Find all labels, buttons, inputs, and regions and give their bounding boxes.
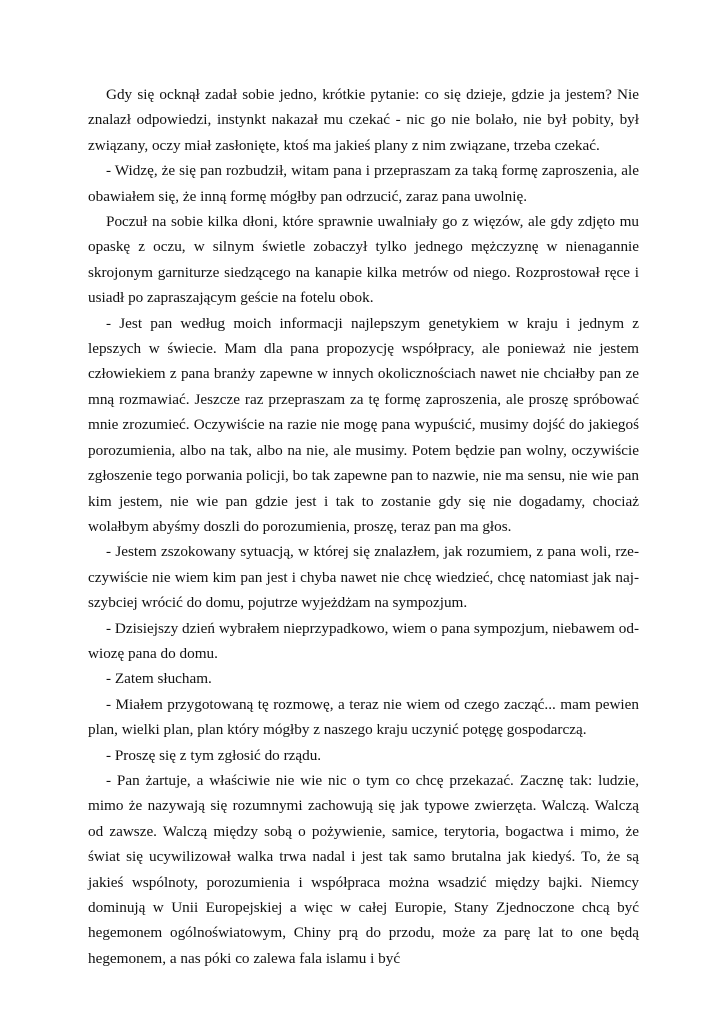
paragraph: - Jest pan według moich informacji najlepszym genetykiem w kraju i jednym z lepszych w świecie. Mam dla pana propozycję współpracy, ale ponieważ nie jestem człowiekiem z pana branży zapewne w innych okolicznościach nawet nie chciałby pan ze mną rozmawiać. Jeszcze raz przepraszam za tę formę zaproszenia, ale proszę spróbować mnie zrozumieć. Oczywiście na razie nie mogę pana wypuścić, musimy dojść do jakiegoś porozumienia, albo na tak, albo na nie, ale musimy. Potem będzie pan wolny, oczywiście zgłoszenie tego porwania policji, bo tak zapewne pan to nazwie, nie ma sensu, nie wie pan kim jestem, nie wie pan gdzie jest i tak to zostanie gdy się nie dogadamy, chociaż wolałbym abyśmy doszli do porozumienia, proszę, teraz pan ma głos. [88, 314, 639, 535]
document-page [88, 82, 639, 971]
paragraph: - Jestem zszokowany sytuacją, w której się znalazłem, jak rozumiem, z pana woli, rzeczywiście nie wiem kim pan jest i chyba nawet nie chcę wiedzieć, chcę natomiast jak najszybciej wrócić do domu, pojutrze wyjeżdżam na sympozjum. [88, 543, 639, 612]
paragraph: - Zatem słucham. [106, 670, 212, 688]
paragraph: - Proszę się z tym zgłosić do rządu. [106, 746, 322, 764]
paragraph: - Pan żartuje, a właściwie nie wie nic o tym co chcę przekazać. Zacznę tak: ludzie, mimo że nazywają się rozumnymi zachowują się jak typowe zwierzęta. Walczą. Walczą od zawsze. Walczą między sobą o pożywienie, samice, terytoria, bogactwa i mimo, że świat się ucywilizował walka trwa nadal i jest tak samo brutalna jak kiedyś. To, że są jakieś wspólnoty, porozumienia i współpraca można wsadzić między bajki. Niemcy dominują w Unii Europejskiej a więc w całej Europie, Stany Zjednoczone chcą być hegemonem ogólnoświatowym, Chiny prą do przodu, może za parę lat to one będą hegemonem, a nas póki co zalewa fala islamu i być [88, 771, 639, 967]
paragraph: - Miałem przygotowaną tę rozmowę, a teraz nie wiem od czego zacząć... mam pewien plan, wielki plan, plan który mógłby z naszego kraju uczynić potęgę gospodarczą. [88, 695, 639, 739]
paragraph: - Widzę, że się pan rozbudził, witam pana i przepraszam za taką formę zaproszenia, ale obawiałem się, że inną formę mógłby pan odrzucić, zaraz pana uwolnię. [88, 162, 639, 205]
paragraph: Gdy się ocknął zadał sobie jedno, krótkie pytanie: co się dzieje, gdzie ja jestem? Nie znalazł odpowiedzi, instynkt nakazał mu czekać - nic go nie bolało, nie był pobity, był związany, oczy miał zasłonięte, ktoś ma jakieś plany z nim związane, trzeba czekać. [88, 86, 639, 154]
paragraph: - Dzisiejszy dzień wybrałem nieprzypadkowo, wiem o pana sympozjum, niebawem odwiozę pana do domu. [88, 619, 639, 662]
paragraph: Poczuł na sobie kilka dłoni, które sprawnie uwalniały go z więzów, ale gdy zdjęto mu opaskę z oczu, w silnym świetle zobaczył tylko jednego mężczyznę w nienagannie skrojonym garniturze siedzącego na kanapie kilka metrów od niego. Rozprostował ręce i usiadł po zapraszającym geście na fotelu obok. [88, 213, 639, 307]
